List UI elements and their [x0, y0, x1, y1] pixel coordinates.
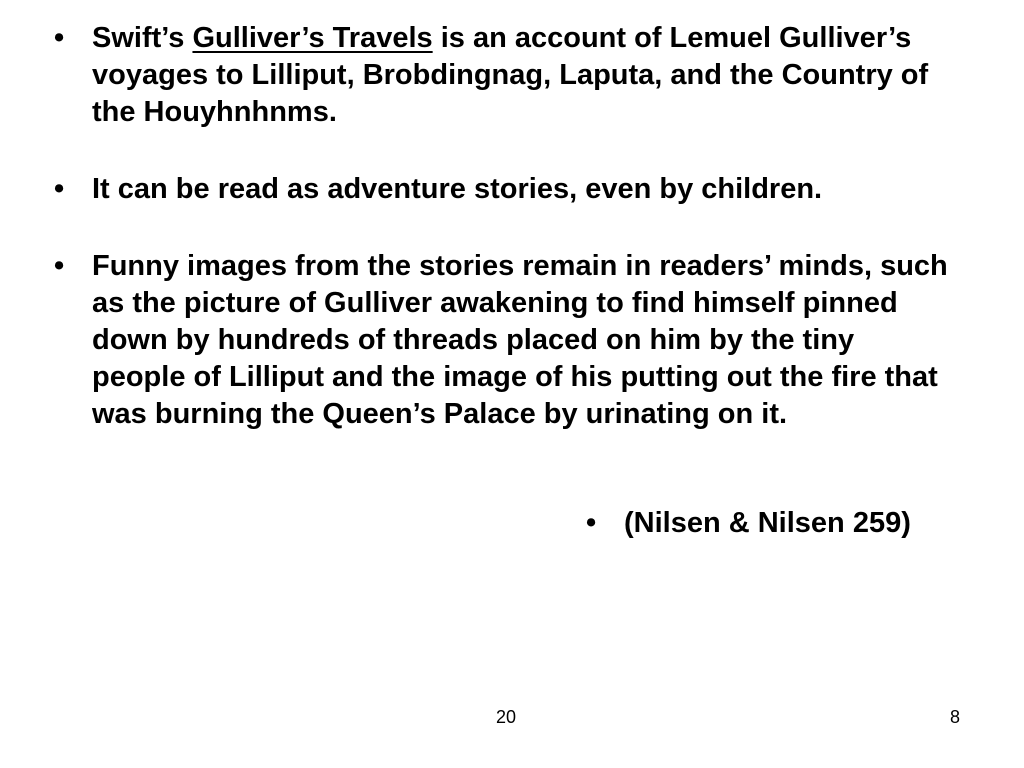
- bullet-item-adventure: [54, 171, 954, 208]
- bullet-list: [54, 20, 954, 473]
- citation-text: (Nilsen & Nilsen 259): [624, 507, 911, 539]
- footer-page-number: 8: [950, 707, 961, 727]
- bullet-text-suffix: is an account of Lemuel Gulliver’s voyages to Lilliput, Brobdingnag, Laputa, and the Country of the Houyhnhnms.: [92, 22, 929, 128]
- bullet-item-summary: [54, 20, 954, 131]
- bullet-dot-icon: •: [54, 22, 65, 54]
- bullet-dot-icon: •: [54, 173, 65, 205]
- bullet-dot-icon: •: [586, 507, 597, 539]
- bullet-text: Funny images from the stories remain in readers’ minds, such as the picture of Gulliver awakening to find himself pinned down by hundreds of threads placed on him by the tiny people of Lilliput and the image of his putting out the fire that was burning the Queen’s Palace by urinating on it.: [92, 250, 948, 430]
- bullet-item-images: [54, 248, 954, 433]
- bullet-text: It can be read as adventure stories, even by children.: [92, 173, 823, 205]
- bullet-text-prefix: Swift’s: [92, 22, 193, 54]
- citation: [586, 505, 1024, 542]
- bullet-dot-icon: •: [54, 250, 65, 282]
- book-title: Gulliver’s Travels: [192, 22, 433, 54]
- footer-date: 20: [496, 707, 517, 727]
